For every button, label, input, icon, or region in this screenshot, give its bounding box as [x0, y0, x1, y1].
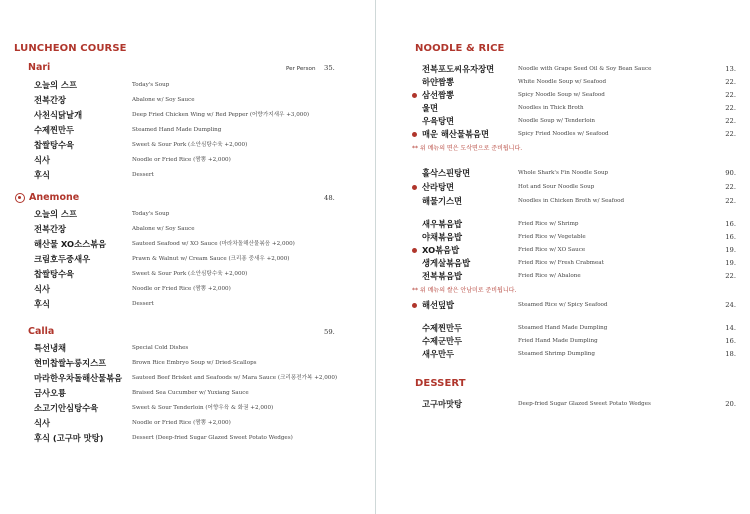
menu-item-english: Dessert — [132, 172, 154, 178]
menu-item-korean: 식사 — [34, 418, 51, 428]
menu-item-row — [414, 75, 742, 89]
menu-item-price: 22. — [725, 197, 736, 205]
menu-item-row — [414, 166, 742, 180]
menu-item-korean: 새우볶음밥 — [422, 219, 463, 229]
menu-item-row — [414, 194, 742, 208]
menu-item-row — [414, 114, 742, 128]
menu-item-row — [34, 237, 334, 251]
spicy-dot-icon — [412, 303, 417, 308]
menu-item-english: Braised Sea Cucumber w/ Yuxiang Sauce — [132, 390, 249, 396]
menu-item-english: Steamed Hand Made Dumpling — [518, 325, 608, 331]
menu-item-row — [34, 267, 334, 281]
menu-item-korean: 후식 (고구마 맛탕) — [34, 433, 104, 443]
noodle-rice-title: NOODLE & RICE — [415, 43, 505, 54]
calla-price: 59. — [324, 328, 335, 336]
menu-item-english: White Noodle Soup w/ Seafood — [518, 79, 607, 85]
calla-course-name: Calla — [28, 326, 55, 337]
menu-item-row — [414, 217, 742, 231]
menu-item-korean: 크림호두중새우 — [34, 254, 91, 264]
menu-item-row — [414, 62, 742, 76]
luncheon-course-title: LUNCHEON COURSE — [14, 43, 127, 54]
menu-item-row — [414, 397, 742, 411]
menu-item-korean: 우육탕면 — [422, 116, 455, 126]
menu-item-english: Noodle or Fried Rice (짬뽕 +2,000) — [132, 420, 231, 426]
menu-item-price: 16. — [725, 337, 736, 345]
menu-item-korean: 소고기안심탕수육 — [34, 403, 99, 413]
menu-item-korean: 특선냉채 — [34, 343, 67, 353]
menu-item-price: 22. — [725, 183, 736, 191]
menu-item-row — [414, 256, 742, 270]
menu-item-korean: 찹쌀탕수육 — [34, 140, 75, 150]
menu-item-row — [414, 127, 742, 141]
nari-course-name: Nari — [28, 62, 51, 73]
menu-item-english: Sweet & Sour Pork (소안심탕수육 +2,000) — [132, 271, 248, 277]
menu-item-english: Noodles in Thick Broth — [518, 105, 584, 111]
menu-item-row — [414, 230, 742, 244]
menu-item-korean: 새우만두 — [422, 349, 455, 359]
menu-item-english: Prawn & Walnut w/ Cream Sauce (크리퐁 중새우 +2,000) — [132, 256, 290, 262]
menu-item-row — [414, 321, 742, 335]
menu-item-korean: 산라탕면 — [422, 182, 455, 192]
menu-item-row — [34, 282, 334, 296]
menu-item-row — [414, 347, 742, 361]
menu-item-row — [414, 180, 742, 194]
menu-item-row — [34, 431, 334, 445]
menu-item-korean: 생게살볶음밥 — [422, 258, 471, 268]
menu-item-english: Sweet & Sour Tenderloin (어향우육 & 화권 +2,000) — [132, 405, 274, 411]
menu-item-english: Steamed Hand Made Dumpling — [132, 127, 222, 133]
menu-item-korean: 찹쌀탕수육 — [34, 269, 75, 279]
menu-item-price: 14. — [725, 324, 736, 332]
dessert-title: DESSERT — [415, 378, 466, 389]
menu-item-price: 19. — [725, 246, 736, 254]
menu-item-english: Noodle with Grape Seed Oil & Soy Bean Sauce — [518, 66, 652, 72]
menu-item-korean: 야채볶음밥 — [422, 232, 463, 242]
menu-item-korean: 전복포도씨유자장면 — [422, 64, 495, 74]
menu-item-english: Sauteed Seafood w/ XO Sauce (마라차돌해산물볶음 +2,000) — [132, 241, 295, 247]
menu-item-english: Steamed Shrimp Dumpling — [518, 351, 595, 357]
menu-item-row — [414, 101, 742, 115]
menu-item-korean: 전복볶음밥 — [422, 271, 463, 281]
menu-item-english: Fried Rice w/ Shrimp — [518, 221, 579, 227]
menu-item-row — [34, 386, 334, 400]
menu-item-row — [34, 108, 334, 122]
menu-item-row — [34, 168, 334, 182]
spicy-dot-icon — [412, 185, 417, 190]
menu-item-price: 22. — [725, 91, 736, 99]
rice-note: ** 위 메뉴의 쌀은 안남미로 준비됩니다. — [412, 287, 517, 294]
menu-item-korean: 해산물 XO소스볶음 — [34, 239, 107, 249]
menu-item-row — [34, 297, 334, 311]
menu-item-row — [414, 334, 742, 348]
menu-item-price: 16. — [725, 220, 736, 228]
menu-item-row — [34, 356, 334, 370]
menu-item-english: Brown Rice Embryo Soup w/ Dried-Scallops — [132, 360, 257, 366]
menu-item-korean: 금사오룡 — [34, 388, 67, 398]
menu-item-english: Abalone w/ Soy Sauce — [132, 97, 195, 103]
menu-item-korean: 매운 해산물볶음면 — [422, 129, 490, 139]
menu-item-korean: 현미찹쌀누룽지스프 — [34, 358, 107, 368]
menu-item-price: 22. — [725, 104, 736, 112]
menu-item-korean: 후식 — [34, 299, 51, 309]
menu-item-price: 22. — [725, 272, 736, 280]
menu-item-korean: 고구마맛탕 — [422, 399, 463, 409]
menu-item-english: Dessert (Deep-fried Sugar Glazed Sweet Potato Wedges) — [132, 435, 293, 441]
menu-item-row — [34, 123, 334, 137]
menu-item-english: Hot and Sour Noodle Soup — [518, 184, 595, 190]
menu-item-row — [34, 207, 334, 221]
menu-item-korean: 하얀짬뽕 — [422, 77, 455, 87]
anemone-course-name: Anemone — [29, 192, 80, 203]
menu-item-english: Deep-fried Sugar Glazed Sweet Potato Wedges — [518, 401, 651, 407]
menu-item-price: 16. — [725, 233, 736, 241]
menu-item-english: Noodle or Fried Rice (짬뽕 +2,000) — [132, 157, 231, 163]
menu-item-price: 19. — [725, 259, 736, 267]
menu-item-price: 22. — [725, 117, 736, 125]
spicy-dot-icon — [412, 93, 417, 98]
menu-item-english: Fried Rice w/ Fresh Crabmeat — [518, 260, 604, 266]
menu-item-row — [34, 138, 334, 152]
spicy-dot-icon — [412, 248, 417, 253]
menu-item-english: Spicy Noodle Soup w/ Seafood — [518, 92, 605, 98]
menu-item-korean: 울면 — [422, 103, 439, 113]
menu-item-row — [414, 88, 742, 102]
menu-item-row — [34, 341, 334, 355]
menu-item-english: Fried Hand Made Dumpling — [518, 338, 598, 344]
menu-item-english: Today's Soup — [132, 82, 170, 88]
menu-item-korean: 수제찐만두 — [34, 125, 75, 135]
menu-item-row — [34, 78, 334, 92]
menu-item-korean: 오늘의 스프 — [34, 80, 77, 90]
menu-item-english: Abalone w/ Soy Sauce — [132, 226, 195, 232]
menu-item-row — [34, 252, 334, 266]
menu-item-english: Steamed Rice w/ Spicy Seafood — [518, 302, 608, 308]
menu-item-row — [34, 371, 338, 385]
menu-item-english: Spicy Fried Noodles w/ Seafood — [518, 131, 609, 137]
menu-item-korean: 식사 — [34, 284, 51, 294]
menu-item-korean: 삼선짬뽕 — [422, 90, 455, 100]
menu-item-english: Fried Rice w/ Vegetable — [518, 234, 586, 240]
menu-item-korean: 해물기스면 — [422, 196, 463, 206]
menu-item-price: 20. — [725, 400, 736, 408]
menu-item-price: 13. — [725, 65, 736, 73]
menu-item-english: Sweet & Sour Pork (소안심탕수육 +2,000) — [132, 142, 248, 148]
menu-item-row — [414, 298, 742, 312]
menu-item-english: Noodle or Fried Rice (짬뽕 +2,000) — [132, 286, 231, 292]
menu-item-row — [34, 222, 334, 236]
spicy-dot-icon — [412, 132, 417, 137]
menu-item-english: Whole Shark's Fin Noodle Soup — [518, 170, 609, 176]
menu-item-english: Dessert — [132, 301, 154, 307]
menu-item-english: Fried Rice w/ XO Sauce — [518, 247, 586, 253]
menu-item-korean: 마라한우차돌해산물볶음 — [34, 373, 123, 383]
menu-item-english: Fried Rice w/ Abalone — [518, 273, 581, 279]
menu-item-english: Special Cold Dishes — [132, 345, 189, 351]
menu-item-english: Sauteed Beef Brisket and Seafoods w/ Mara Sauce (크리퐁전가복 +2,000) — [132, 375, 338, 381]
menu-item-row — [34, 416, 334, 430]
menu-item-korean: 홀삭스핀탕면 — [422, 168, 471, 178]
menu-item-korean: 식사 — [34, 155, 51, 165]
menu-item-price: 22. — [725, 78, 736, 86]
menu-item-korean: 수제군만두 — [422, 336, 463, 346]
nari-price: 35. — [324, 64, 335, 72]
menu-item-row — [414, 243, 742, 257]
menu-item-row — [34, 153, 334, 167]
menu-item-korean: 사천식닭날개 — [34, 110, 83, 120]
menu-item-korean: 오늘의 스프 — [34, 209, 77, 219]
menu-item-row — [34, 93, 334, 107]
noodle-note: ** 위 메뉴의 면은 도삭면으로 준비됩니다. — [412, 145, 523, 152]
anemone-price: 48. — [324, 194, 335, 202]
menu-item-english: Noodle Soup w/ Tenderloin — [518, 118, 596, 124]
menu-item-row — [34, 401, 334, 415]
per-person-label: Per Person — [286, 66, 316, 72]
menu-item-korean: 후식 — [34, 170, 51, 180]
menu-item-row — [414, 269, 742, 283]
menu-item-english: Today's Soup — [132, 211, 170, 217]
menu-item-english: Deep Fried Chicken Wing w/ Red Pepper (어향가지새우 +3,000) — [132, 112, 310, 118]
menu-item-price: 18. — [725, 350, 736, 358]
right-page — [376, 0, 750, 514]
menu-item-korean: 전복간장 — [34, 95, 67, 105]
menu-item-korean: 수제찐만두 — [422, 323, 463, 333]
selected-radio-icon[interactable] — [15, 193, 25, 203]
menu-item-korean: 해선덮밥 — [422, 300, 455, 310]
menu-item-english: Noodles in Chicken Broth w/ Seafood — [518, 198, 625, 204]
menu-item-price: 22. — [725, 130, 736, 138]
menu-item-price: 24. — [725, 301, 736, 309]
menu-item-korean: 전복간장 — [34, 224, 67, 234]
menu-item-price: 90. — [725, 169, 736, 177]
menu-item-korean: XO볶음밥 — [422, 245, 460, 255]
